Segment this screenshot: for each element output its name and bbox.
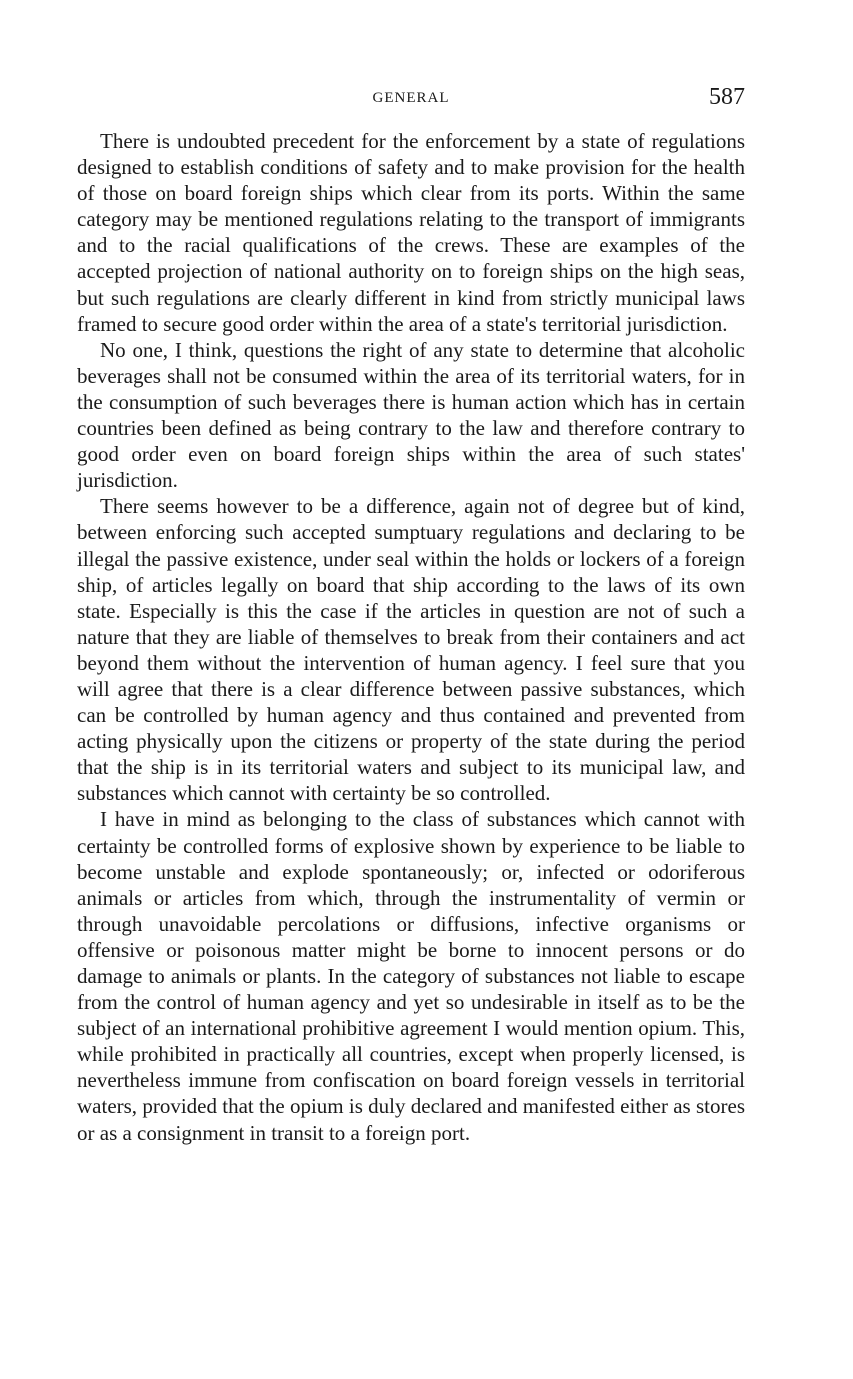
body-text [77, 128, 745, 1146]
running-title: GENERAL [372, 90, 450, 106]
running-head [77, 84, 745, 118]
book-page [77, 84, 745, 1146]
paragraph-precedent: There is undoubted precedent for the enforcement by a state of regulations designed to establish conditions of safety and to make provision for the health of those on board foreign ships which clear from its ports. Within the same category may be mentioned regulations relating to the transport of immigrants and to the racial qualifications of the crews. These are examples of the accepted projection of national authority on to foreign ships on the high seas, but such regulations are clearly different in kind from strictly municipal laws framed to secure good order within the area of a state's territorial jurisdiction. [77, 129, 745, 336]
paragraph-passive-substances: There seems however to be a difference, again not of degree but of kind, between enforcing such accepted sumptuary regulations and declaring to be illegal the passive existence, under seal within the holds or lockers of a foreign ship, of articles legally on board that ship according to the laws of its own state. Especially is this the case if the articles in question are not of such a nature that they are liable of themselves to break from their containers and act beyond them without the intervention of human agency. I feel sure that you will agree that there is a clear difference between passive substances, which can be controlled by human agency and thus contained and prevented from acting physically upon the citizens or property of the state during the period that the ship is in its territorial waters and subject to its municipal law, and substances which cannot with certainty be so controlled. [77, 494, 745, 806]
paragraph-opium: I have in mind as belonging to the class of substances which cannot with certainty be controlled forms of explosive shown by experience to be liable to become unstable and explode spontaneously; or, infected or odoriferous animals or articles from which, through the instrumentality of vermin or through unavoidable percolations or diffusions, infective organisms or offensive or poisonous matter might be borne to innocent persons or do damage to animals or plants. In the category of substances not liable to escape from the control of human agency and yet so undesirable in itself as to be the subject of an international prohibitive agreement I would mention opium. This, while prohibited in practically all countries, except when properly licensed, is nevertheless immune from confiscation on board foreign vessels in territorial waters, provided that the opium is duly declared and manifested either as stores or as a consignment in transit to a foreign port. [77, 807, 745, 1145]
paragraph-alcoholic-beverages: No one, I think, questions the right of any state to determine that alcoholic beverages shall not be consumed within the area of its territorial waters, for in the consumption of such beverages there is human action which has in certain countries been defined as being contrary to the law and therefore contrary to good order even on board foreign ships within the area of such states' jurisdiction. [77, 337, 745, 493]
page-number: 587 [709, 84, 745, 110]
